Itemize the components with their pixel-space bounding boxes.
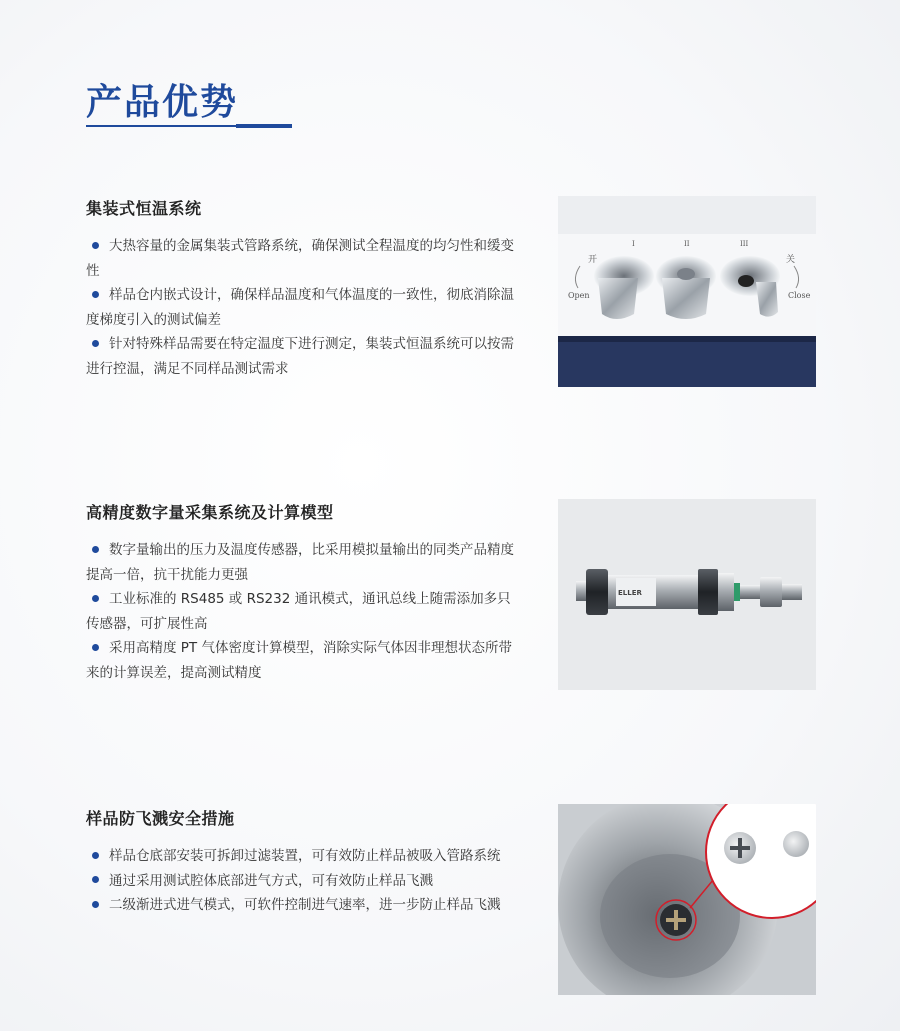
- list-item: 通过采用测试腔体底部进气方式，可有效防止样品飞溅: [86, 869, 518, 894]
- list-item: 样品仓底部安装可拆卸过滤装置，可有效防止样品被吸入管路系统: [86, 844, 518, 869]
- pressure-sensor-photo: [558, 499, 816, 690]
- label-close: Close: [788, 291, 811, 300]
- label-roman-1: I: [632, 240, 635, 248]
- sample-chamber-photo: [558, 196, 816, 387]
- section-heading: 样品防飞溅安全措施: [86, 809, 235, 828]
- section-digital-acquisition: [86, 500, 816, 681]
- label-open: Open: [568, 291, 590, 300]
- list-item: 针对特殊样品需要在特定温度下进行测定，集装式恒温系统可以按需进行控温，满足不同样品测试需求: [86, 336, 514, 377]
- bullet-list: [86, 234, 518, 381]
- list-item: 二级渐进式进气模式，可软件控制进气速率，进一步防止样品飞溅: [86, 893, 518, 918]
- list-item: 样品仓内嵌式设计，确保样品温度和气体温度的一致性，彻底消除温度梯度引入的测试偏差: [86, 287, 514, 328]
- label-close-cn: 关: [786, 255, 796, 265]
- filter-chamber-photo: [558, 804, 816, 995]
- bullet-dot-icon: [92, 291, 99, 298]
- bullet-list: [86, 844, 518, 918]
- bullet-dot-icon: [92, 340, 99, 347]
- sensor-brand-label: ELLER: [618, 589, 642, 597]
- bullet-dot-icon: [92, 595, 99, 602]
- section-heading: 集装式恒温系统: [86, 199, 202, 218]
- list-item: 工业标准的 RS485 或 RS232 通讯模式，通讯总线上随需添加多只传感器，可扩展性高: [86, 591, 511, 632]
- section-anti-splash: [86, 806, 816, 913]
- section-thermostat: [86, 196, 816, 377]
- bullet-dot-icon: [92, 852, 99, 859]
- bullet-dot-icon: [92, 876, 99, 883]
- label-open-cn: 开: [588, 255, 598, 265]
- list-item: 采用高精度 PT 气体密度计算模型，消除实际气体因非理想状态所带来的计算误差，提高测试精度: [86, 640, 512, 681]
- bullet-dot-icon: [92, 901, 99, 908]
- list-item: 数字量输出的压力及温度传感器，比采用模拟量输出的同类产品精度提高一倍，抗干扰能力更强: [86, 542, 514, 583]
- list-item: 大热容量的金属集装式管路系统，确保测试全程温度的均匀性和缓变性: [86, 238, 514, 279]
- page-title: 产品优势: [86, 82, 239, 123]
- label-roman-3: III: [740, 240, 749, 248]
- bullet-list: [86, 538, 518, 685]
- section-heading: 高精度数字量采集系统及计算模型: [86, 503, 334, 522]
- label-roman-2: II: [684, 240, 690, 248]
- title-underline: [86, 125, 292, 127]
- bullet-dot-icon: [92, 546, 99, 553]
- bullet-dot-icon: [92, 644, 99, 651]
- bullet-dot-icon: [92, 242, 99, 249]
